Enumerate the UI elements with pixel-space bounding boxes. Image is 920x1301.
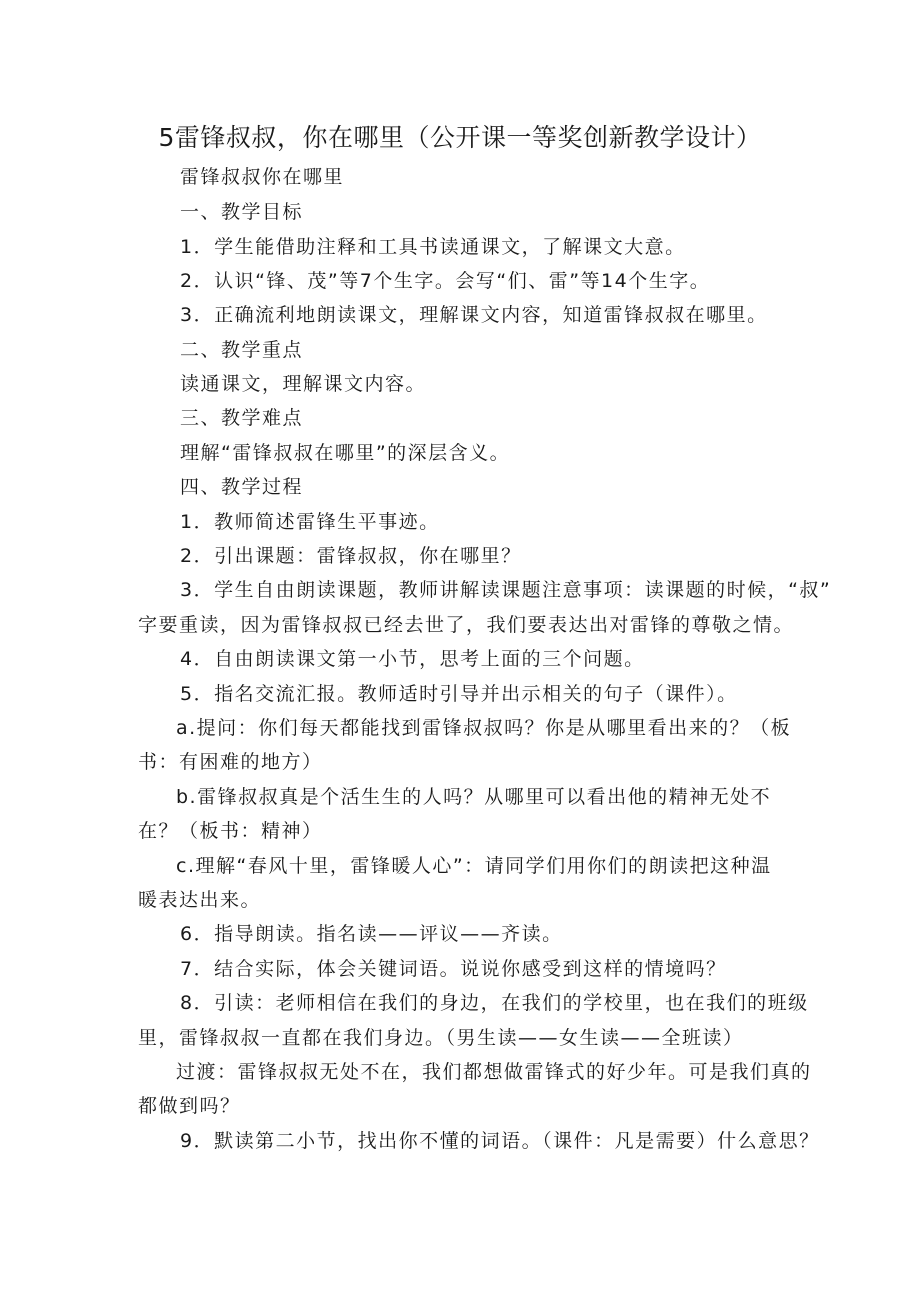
process-item: 2．引出课题：雷锋叔叔，你在哪里？: [180, 545, 522, 567]
sub-item: a.提问：你们每天都能找到雷锋叔叔吗？你是从哪里看出来的？（板: [176, 717, 792, 739]
section-heading: 二、教学重点: [180, 339, 304, 361]
process-item: 8．引读：老师相信在我们的身边，在我们的学校里，也在我们的班级: [180, 992, 809, 1014]
sub-item: b.雷锋叔叔真是个活生生的人吗？从哪里可以看出他的精神无处不: [176, 786, 772, 808]
objective-item: 1．学生能借助注释和工具书读通课文，了解课文大意。: [180, 236, 686, 258]
paragraph-line: 读通课文，理解课文内容。: [180, 373, 427, 395]
transition-line-cont: 都做到吗？: [138, 1095, 241, 1117]
process-item: 4．自由朗读课文第一小节，思考上面的三个问题。: [180, 648, 645, 670]
transition-line: 过渡：雷锋叔叔无处不在，我们都想做雷锋式的好少年。可是我们真的: [176, 1061, 812, 1083]
section-heading: 四、教学过程: [180, 476, 304, 498]
document-title: 5雷锋叔叔，你在哪里（公开课一等奖创新教学设计）: [158, 123, 762, 152]
sub-item-cont: 书：有困难的地方）: [138, 751, 323, 773]
sub-item: c.理解“春风十里，雷锋暖人心”：请同学们用你们的朗读把这种温: [176, 855, 772, 877]
process-item: 7．结合实际，体会关键词语。说说你感受到这样的情境吗？: [180, 958, 727, 980]
process-item: 9．默读第二小节，找出你不懂的词语。（课件：凡是需要）什么意思？: [180, 1130, 820, 1152]
sub-item-cont: 暖表达出来。: [138, 889, 262, 911]
sub-item-cont: 在？（板书：精神）: [138, 820, 323, 842]
objective-item: 2．认识“锋、茂”等7个生字。会写“们、雷”等14个生字。: [180, 270, 711, 292]
process-item-cont: 字要重读，因为雷锋叔叔已经去世了，我们要表达出对雷锋的尊敬之情。: [138, 614, 795, 636]
process-item: 6．指导朗读。指名读——评议——齐读。: [180, 923, 563, 945]
process-item-cont: 里，雷锋叔叔一直都在我们身边。（男生读——女生读——全班读）: [138, 1027, 744, 1049]
section-heading: 一、教学目标: [180, 201, 304, 223]
objective-item: 3．正确流利地朗读课文，理解课文内容，知道雷锋叔叔在哪里。: [180, 304, 768, 326]
section-heading: 三、教学难点: [180, 407, 304, 429]
process-item: 5．指名交流汇报。教师适时引导并出示相关的句子（课件）。: [180, 683, 738, 705]
subtitle-line: 雷锋叔叔你在哪里: [180, 166, 345, 188]
process-item: 3．学生自由朗读课题，教师讲解读课题注意事项：读课题的时候，“叔”: [180, 579, 832, 601]
paragraph-line: 理解“雷锋叔叔在哪里”的深层含义。: [180, 442, 511, 464]
process-item: 1．教师简述雷锋生平事迹。: [180, 511, 440, 533]
